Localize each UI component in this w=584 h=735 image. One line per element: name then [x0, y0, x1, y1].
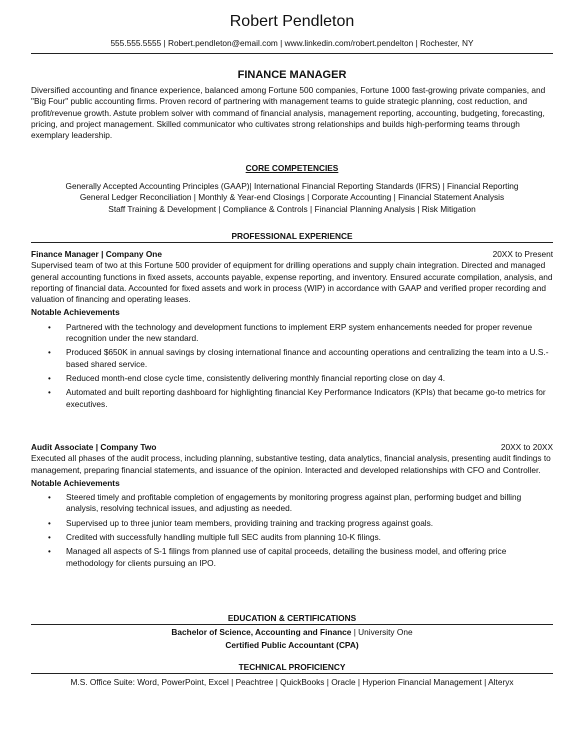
achievements-list: [31, 322, 553, 410]
header-divider: [31, 53, 553, 54]
achievement-text: Supervised up to three junior team members, providing training and tracking progress against goals.: [66, 517, 434, 528]
job-header: [31, 442, 553, 453]
achievement-text: Reduced month-end close cycle time, consistently delivering monthly financial reporting close on day 4.: [66, 372, 446, 383]
achievement-text: Produced $650K in annual savings by closing international finance and accounting operations and centralizing the team into a U.S.-based shared service.: [66, 347, 549, 369]
achievements-list: [31, 492, 553, 569]
bullet-icon: •: [48, 533, 51, 543]
bullet-icon: •: [48, 322, 51, 332]
list-item: [31, 518, 553, 529]
achievement-text: Managed all aspects of S-1 filings from planned use of capital proceeds, detailing the business model, and offering price methodology for clients pursuing an IPO.: [66, 546, 507, 568]
job-description: Supervised team of two at this Fortune 500 provider of equipment for drilling operations and supply chain integration. Directed and managed general accounting functions in fixed assets, accounts payable, expense reporting, and inventory. Ensured accurate compilation, analysis, and reporting of financial data. Accounted for fixed assets and work in process (WIP) in accordance with GAAP and verified proper recording and valuation of financing and operating leases.: [31, 260, 553, 305]
candidate-name: Robert Pendleton: [229, 13, 355, 30]
education-heading: EDUCATION & CERTIFICATIONS: [31, 613, 553, 625]
job-header: [31, 249, 553, 260]
list-item: [31, 322, 553, 345]
summary-paragraph: Diversified accounting and finance experience, balanced among Fortune 500 companies, Fortune 1000 fast-growing private companies, and "Big Four" public accounting firms. Proven record of partnering with management teams to guide strategic planning, cost reduction, and profit/revenue growth. Astute problem solver with command of financial analysis, management reporting, accounting, budgeting, forecasting, pricing, and project management. Skilled communicator who cultivates strong relationships and builds high-performing teams through exemplary leadership.: [31, 85, 546, 141]
list-item: [31, 373, 553, 384]
achievements-heading: Notable Achievements: [31, 477, 120, 488]
core-competency-line: Staff Training & Development | Compliance & Controls | Financial Planning Analysis | Risk Mitigation: [108, 203, 476, 214]
resume-title: FINANCE MANAGER: [237, 69, 347, 81]
degree-line: [0, 627, 584, 638]
bullet-icon: •: [48, 348, 51, 358]
school: | University One: [351, 627, 413, 637]
list-item: [31, 546, 553, 569]
job-entry: [31, 249, 553, 410]
core-competencies-heading: CORE COMPETENCIES: [245, 163, 339, 173]
job-dates: 20XX to 20XX: [500, 442, 553, 452]
list-item: [31, 347, 553, 370]
technical-heading: TECHNICAL PROFICIENCY: [31, 662, 553, 674]
contact-line: 555.555.5555 | Robert.pendleton@email.com | www.linkedin.com/robert.pendelton | Rochester, NY: [110, 38, 474, 48]
experience-heading: PROFESSIONAL EXPERIENCE: [31, 231, 553, 243]
certification: Certified Public Accountant (CPA): [225, 640, 359, 650]
list-item: [31, 387, 553, 410]
achievement-text: Partnered with the technology and development functions to implement ERP system enhancements needed for proper revenue recognition under the new standard.: [66, 321, 533, 344]
bullet-icon: •: [48, 493, 51, 503]
list-item: [31, 532, 553, 543]
bullet-icon: •: [48, 373, 51, 383]
bullet-icon: •: [48, 388, 51, 398]
core-competency-line: General Ledger Reconciliation | Monthly & Year-end Closings | Corporate Accounting | Financial Statement Analysis: [79, 192, 505, 203]
technical-line: M.S. Office Suite: Word, PowerPoint, Excel | Peachtree | QuickBooks | Oracle | Hyperion Financial Management | Alteryx: [70, 677, 514, 687]
core-competencies-list: [0, 181, 584, 215]
achievement-text: Steered timely and profitable completion of engagements by monitoring progress against plan, performing budget and billing analysis, resolving technical issues, and adjusting as needed.: [66, 492, 522, 514]
list-item: [31, 492, 553, 515]
achievement-text: Automated and built reporting dashboard for highlighting financial Key Performance Indicators (KPIs) that became go-to metrics for executives.: [66, 387, 546, 409]
job-dates: 20XX to Present: [492, 249, 553, 259]
bullet-icon: •: [48, 547, 51, 557]
job-title: Finance Manager | Company One: [31, 249, 162, 259]
degree: Bachelor of Science, Accounting and Finance: [171, 627, 352, 637]
job-entry: [31, 442, 553, 569]
achievements-heading: Notable Achievements: [31, 307, 120, 318]
job-description: Executed all phases of the audit process, including planning, substantive testing, data analytics, financial analysis, presenting audit findings to management, preparing financial statements, and issuance of the opinion. Interacted and developed relationships with CFO and Controller.: [31, 453, 551, 475]
achievement-text: Credited with successfully handling multiple full SEC audits from planning 10-K filings.: [66, 532, 381, 543]
job-title: Audit Associate | Company Two: [31, 442, 157, 452]
core-competency-line: Generally Accepted Accounting Principles (GAAP)| International Financial Reporting Standards (IFRS) | Financial Reporting: [65, 181, 519, 191]
bullet-icon: •: [48, 518, 51, 528]
